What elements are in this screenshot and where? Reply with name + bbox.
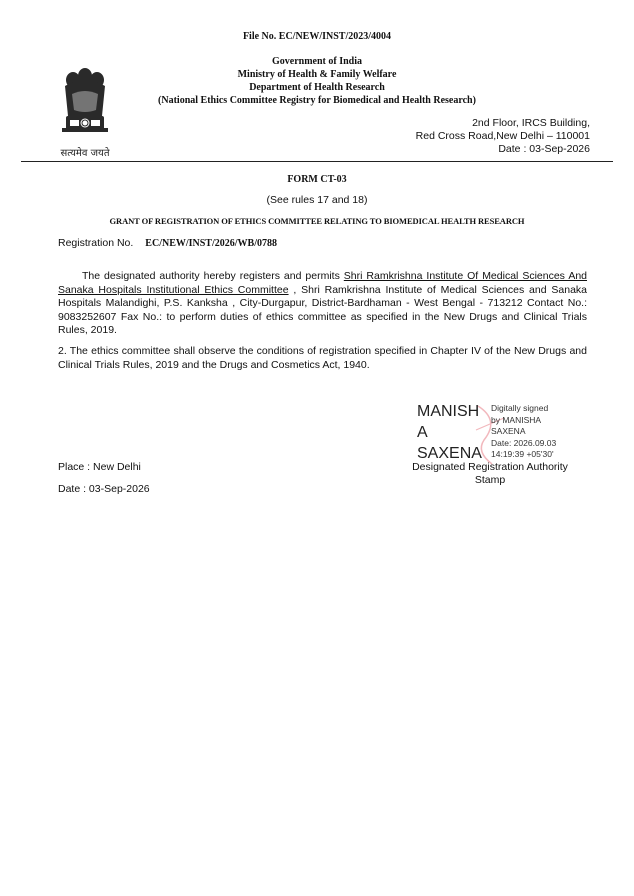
signature-name-line-3: SAXENA: [417, 445, 482, 462]
registration-label: Registration No.: [58, 237, 134, 249]
conditions-paragraph: 2. The ethics committee shall observe the conditions of registration specified in Chapter IV of the New Drugs and Clinical Trials Rules, 2019 and the Drugs and Cosmetics Act, 1940.: [58, 345, 587, 371]
registration-number-row: [58, 237, 277, 249]
government-line: Government of India: [272, 56, 362, 67]
rules-reference: (See rules 17 and 18): [266, 194, 368, 206]
place: Place : New Delhi: [58, 461, 141, 473]
authority-stamp: Stamp: [474, 474, 506, 486]
signature-detail-1: Digitally signed: [491, 403, 549, 413]
signature-name-line-1: MANISH: [417, 403, 480, 420]
header-date: Date : 03-Sep-2026: [498, 143, 590, 155]
address-line-2: Red Cross Road,New Delhi – 110001: [415, 130, 590, 142]
registration-value: EC/NEW/INST/2026/WB/0788: [145, 238, 277, 249]
authority-title: Designated Registration Authority: [412, 461, 568, 473]
signature-detail-3: SAXENA: [491, 426, 526, 436]
ministry-line: Ministry of Health & Family Welfare: [237, 69, 397, 80]
signature-detail-4: Date: 2026.09.03: [491, 437, 557, 448]
registration-authority: [405, 461, 575, 487]
department-line: Department of Health Research: [249, 82, 385, 93]
file-number: File No. EC/NEW/INST/2023/4004: [242, 31, 392, 42]
grant-heading: GRANT OF REGISTRATION OF ETHICS COMMITTEE RELATING TO BIOMEDICAL HEALTH RESEARCH: [109, 216, 525, 226]
signature-detail-2: by MANISHA: [491, 414, 542, 425]
signature-detail-5: 14:19:39 +05'30': [491, 449, 554, 459]
form-title: FORM CT-03: [287, 174, 347, 185]
ashoka-emblem-icon: [52, 64, 118, 160]
signature-name-line-2: A: [417, 424, 428, 441]
registration-paragraph: [58, 270, 587, 338]
digital-signature-details: [491, 403, 556, 461]
header-divider: [21, 161, 613, 162]
para1-prefix: The designated authority hereby registers and permits: [82, 270, 344, 282]
footer-date: Date : 03-Sep-2026: [58, 483, 150, 495]
digital-signature-name: [417, 401, 482, 464]
registry-line: (National Ethics Committee Registry for Biomedical and Health Research): [158, 95, 476, 106]
committee-name: Shri Ramkrishna Institute Of Medical Sciences And Sanaka Hospitals Institutional Ethics Committee: [58, 270, 588, 296]
office-address: [416, 117, 590, 156]
national-emblem-logo: [52, 64, 118, 160]
emblem-motto: सत्यमेव जयते: [60, 148, 110, 159]
address-line-1: 2nd Floor, IRCS Building,: [472, 117, 590, 129]
para1-suffix: , Shri Ramkrishna Institute of Medical Sciences and Sanaka Hospitals Malandighi, P.S. Kanksha , City-Durgapur, District-Bardhaman - West Bengal - 713212 Contact No.: 9083252607 Fax No.: to perform duties of ethics committee as specified in the New Drugs and Clinical Trials Rules, 2019.: [58, 283, 588, 336]
